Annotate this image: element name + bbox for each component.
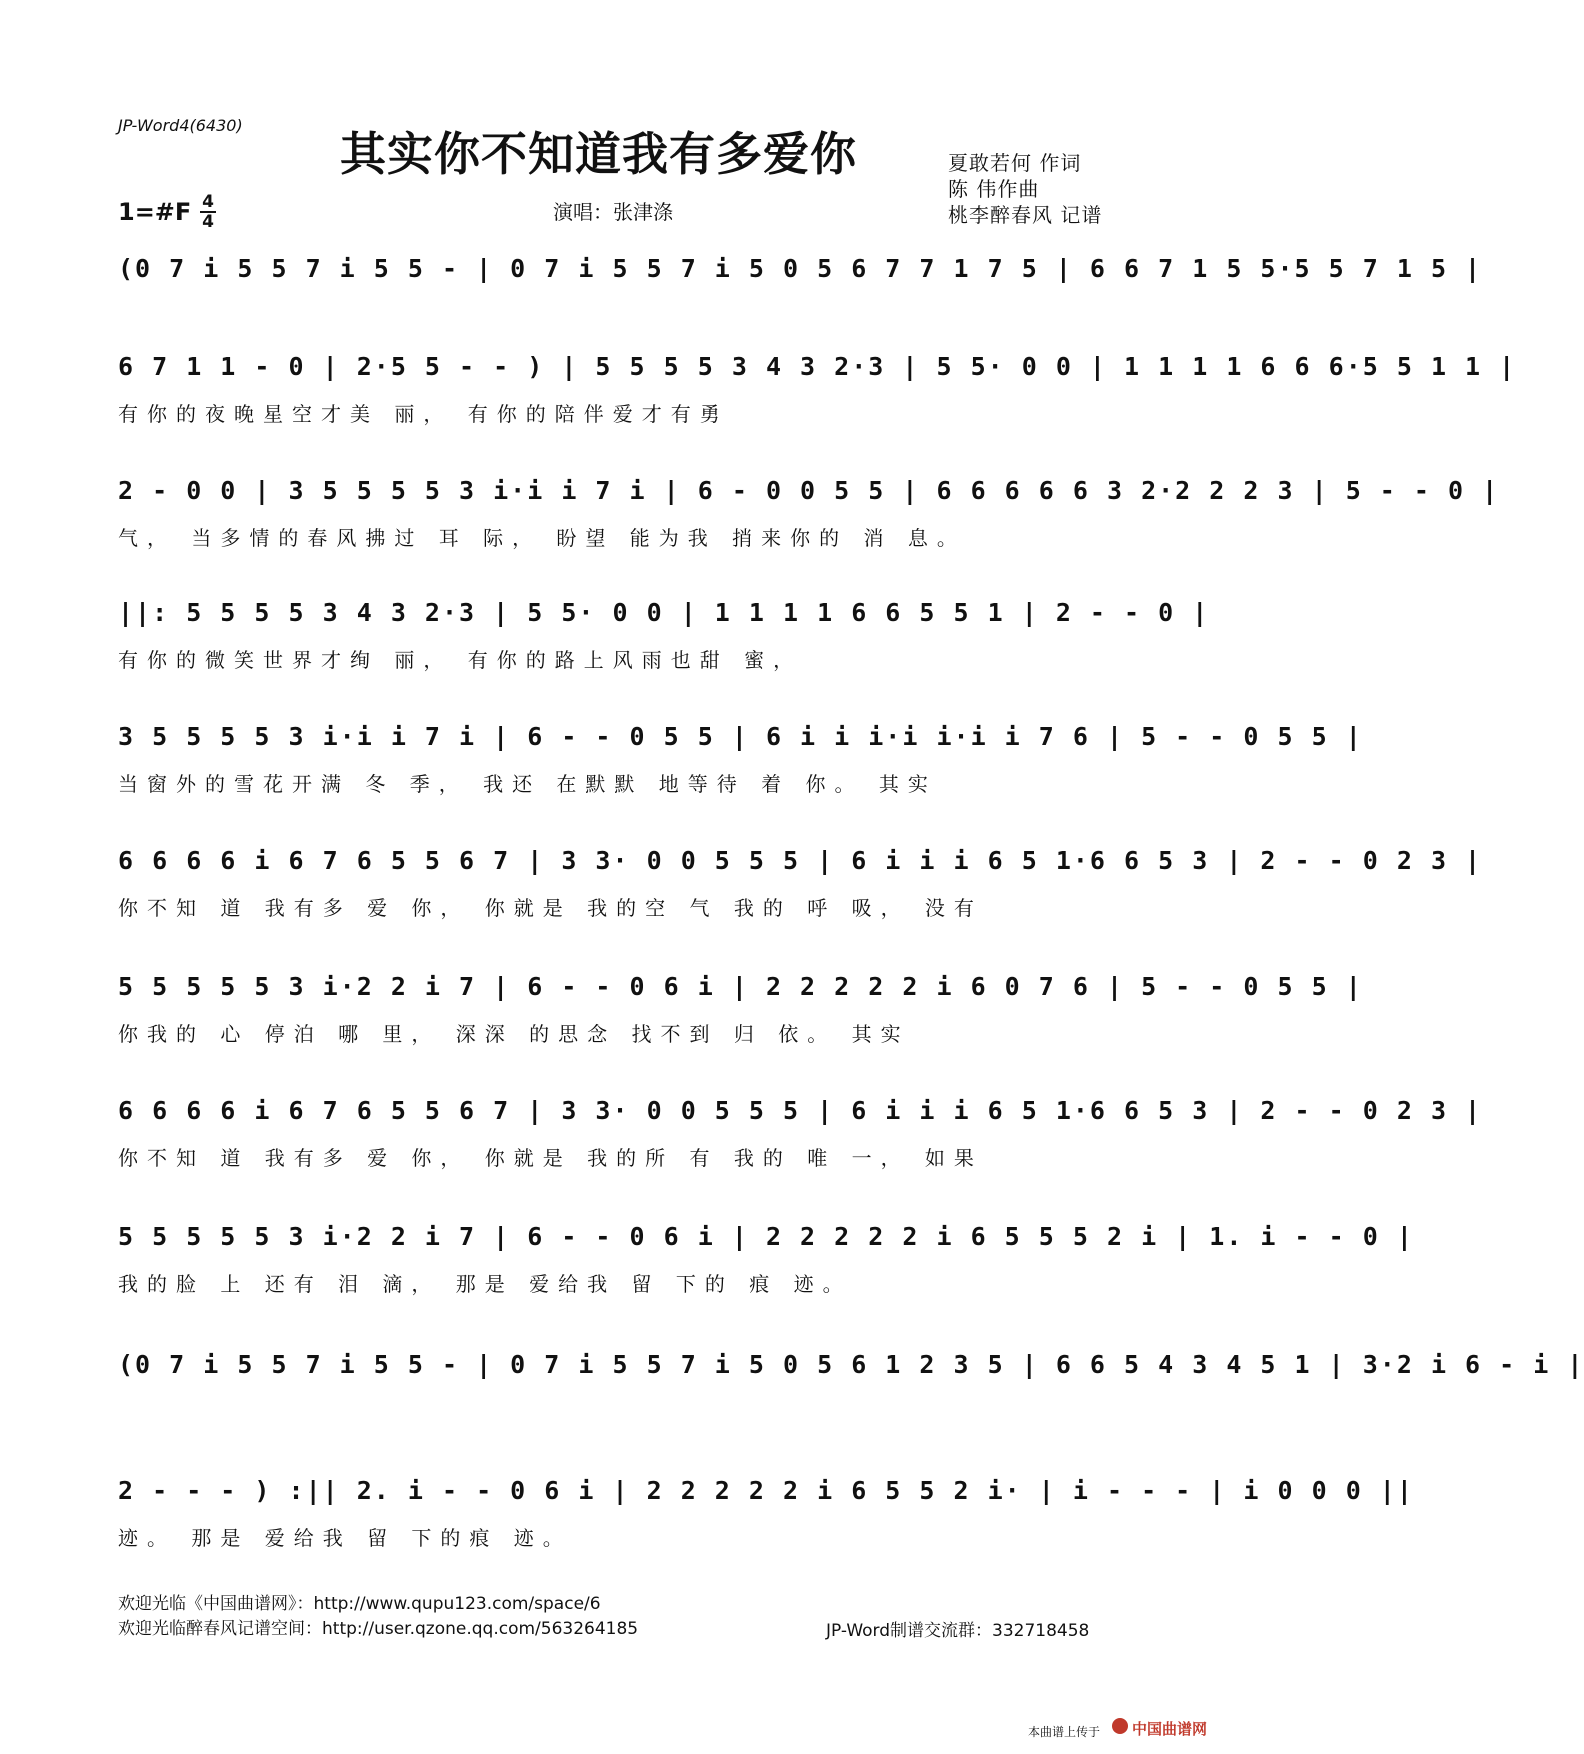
system-11 [118,1476,1414,1552]
lyrics-line: 有你的夜晚星空才美 丽， 有你的陪伴爱才有勇 [118,402,729,426]
meter-bottom: 4 [202,212,214,232]
meter-top: 4 [202,192,214,212]
notes-line: ||: 5 5 5 5 3 4 3 2·3 | 5 5· 0 0 | 1 1 1 1 6 6 5 5 1 | 2 - - 0 | [118,598,1210,627]
system-10 [118,1350,1584,1426]
system-7 [118,972,1363,1048]
lyrics-line: 气， 当多情的春风拂过 耳 际， 盼望 能为我 捎来你的 消 息。 [118,526,966,550]
system-4 [118,598,1210,674]
lyrics-line: 迹。 那是 爱给我 留 下的痕 迹。 [118,1526,572,1550]
upload-note: 本曲谱上传于 [1028,1725,1101,1739]
lyrics-line [118,300,1128,330]
site-logo[interactable]: 中国曲谱网 [1132,1720,1208,1738]
system-1 [118,254,1483,330]
lyrics-line: 当窗外的雪花开满 冬 季， 我还 在默默 地等待 着 你。 其实 [118,772,937,796]
transcriber-credit: 桃李醉春风 记谱 [948,203,1103,227]
notes-line: 6 6 6 6 i 6 7 6 5 5 6 7 | 3 3· 0 0 5 5 5 | 6 i i i 6 5 1·6 6 5 3 | 2 - - 0 2 3 | [118,1096,1483,1125]
system-9 [118,1222,1414,1298]
software-version: JP-Word4(6430) [118,116,243,135]
lyrics-line: 我的脸 上 还有 泪 滴， 那是 爱给我 留 下的 痕 迹。 [118,1272,852,1296]
composer-credit: 陈 伟作曲 [948,177,1040,201]
chat-group-number: JP-Word制谱交流群：332718458 [826,1621,1090,1641]
time-signature [200,194,216,230]
lyrics-line: 你我的 心 停泊 哪 里， 深深 的思念 找不到 归 依。 其实 [118,1022,910,1046]
lyrics-line [118,1396,1128,1426]
notes-line: 5 5 5 5 5 3 i·2 2 i 7 | 6 - - 0 6 i | 2 2 2 2 2 i 6 0 7 6 | 5 - - 0 5 5 | [118,972,1363,1001]
footer-links [118,1592,638,1642]
site-logo-icon [1112,1718,1128,1734]
notes-line: 2 - 0 0 | 3 5 5 5 5 3 i·i i 7 i | 6 - 0 0 5 5 | 6 6 6 6 6 3 2·2 2 2 3 | 5 - - 0 | [118,476,1500,505]
notes-line: 6 7 1 1 - 0 | 2·5 5 - - ) | 5 5 5 5 3 4 3 2·3 | 5 5· 0 0 | 1 1 1 1 6 6 6·5 5 1 1 | [118,352,1517,381]
lyrics-line: 你不知 道 我有多 爱 你， 你就是 我的所 有 我的 唯 一， 如果 [118,1146,983,1170]
notes-line: 2 - - - ) :|| 2. i - - 0 6 i | 2 2 2 2 2 i 6 5 5 2 i· | i - - - | i 0 0 0 || [118,1476,1414,1505]
credits [948,150,1102,228]
singer: 演唱：张津涤 [553,200,673,224]
lyricist-credit: 夏敢若何 作词 [948,151,1082,175]
notes-line: (0 7 i 5 5 7 i 5 5 - | 0 7 i 5 5 7 i 5 0 5 6 1 2 3 5 | 6 6 5 4 3 4 5 1 | 3·2 i 6 - i | [118,1350,1584,1379]
notes-line: 6 6 6 6 i 6 7 6 5 5 6 7 | 3 3· 0 0 5 5 5 | 6 i i i 6 5 1·6 6 5 3 | 2 - - 0 2 3 | [118,846,1483,875]
system-5 [118,722,1363,798]
song-title: 其实你不知道我有多爱你 [340,127,857,181]
notes-line: 3 5 5 5 5 3 i·i i 7 i | 6 - - 0 5 5 | 6 i i i·i i·i i 7 6 | 5 - - 0 5 5 | [118,722,1363,751]
system-6 [118,846,1483,922]
footer-link-qzone[interactable]: 欢迎光临醉春风记谱空间：http://user.qzone.qq.com/563264185 [118,1619,639,1639]
key-signature: 1=#F [118,198,192,226]
lyrics-line: 你不知 道 我有多 爱 你， 你就是 我的空 气 我的 呼 吸， 没有 [118,896,983,920]
system-8 [118,1096,1483,1172]
notes-line: (0 7 i 5 5 7 i 5 5 - | 0 7 i 5 5 7 i 5 0 5 6 7 7 1 7 5 | 6 6 7 1 5 5·5 5 7 1 5 | [118,254,1483,283]
notes-line: 5 5 5 5 5 3 i·2 2 i 7 | 6 - - 0 6 i | 2 2 2 2 2 i 6 5 5 5 2 i | 1. i - - 0 | [118,1222,1414,1251]
lyrics-line: 有你的微笑世界才绚 丽， 有你的路上风雨也甜 蜜， [118,648,803,672]
system-2 [118,352,1517,428]
footer-link-qupu[interactable]: 欢迎光临《中国曲谱网》：http://www.qupu123.com/space/6 [118,1594,601,1614]
system-3 [118,476,1500,552]
